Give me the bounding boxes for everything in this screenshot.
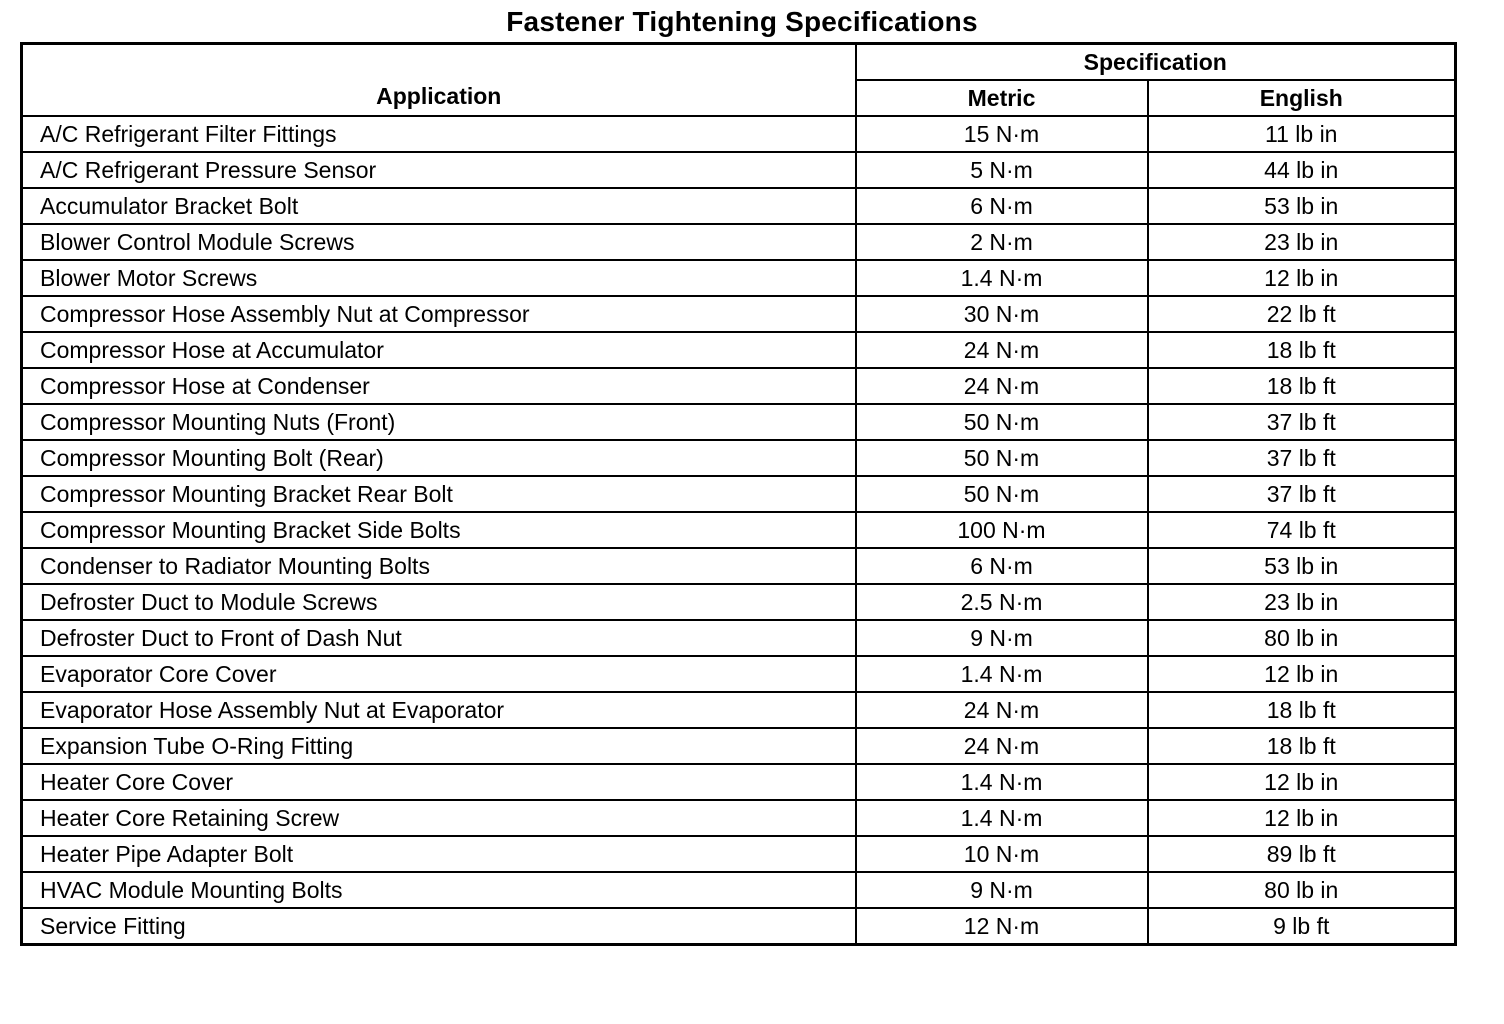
english-cell: 22 lb ft	[1148, 296, 1456, 332]
application-cell: Defroster Duct to Module Screws	[22, 584, 856, 620]
application-cell: Compressor Mounting Bracket Side Bolts	[22, 512, 856, 548]
application-cell: Blower Motor Screws	[22, 260, 856, 296]
application-cell: Compressor Mounting Bolt (Rear)	[22, 440, 856, 476]
metric-cell: 30 N·m	[856, 296, 1148, 332]
application-cell: Condenser to Radiator Mounting Bolts	[22, 548, 856, 584]
application-cell: Evaporator Hose Assembly Nut at Evaporator	[22, 692, 856, 728]
metric-cell: 15 N·m	[856, 116, 1148, 152]
application-cell: A/C Refrigerant Pressure Sensor	[22, 152, 856, 188]
metric-cell: 2.5 N·m	[856, 584, 1148, 620]
application-column-header: Application	[22, 44, 856, 117]
application-cell: Compressor Hose at Accumulator	[22, 332, 856, 368]
english-column-header: English	[1148, 80, 1456, 116]
specification-column-header: Specification	[856, 44, 1456, 81]
english-cell: 18 lb ft	[1148, 332, 1456, 368]
application-cell: Heater Pipe Adapter Bolt	[22, 836, 856, 872]
table-row	[22, 332, 1456, 368]
application-cell: Compressor Mounting Nuts (Front)	[22, 404, 856, 440]
table-row	[22, 404, 1456, 440]
table-row	[22, 512, 1456, 548]
table-row	[22, 440, 1456, 476]
english-cell: 18 lb ft	[1148, 692, 1456, 728]
table-row	[22, 260, 1456, 296]
table-row	[22, 656, 1456, 692]
fastener-spec-table	[20, 42, 1457, 946]
table-row	[22, 728, 1456, 764]
metric-cell: 1.4 N·m	[856, 800, 1148, 836]
metric-cell: 50 N·m	[856, 440, 1148, 476]
english-cell: 37 lb ft	[1148, 476, 1456, 512]
table-row	[22, 800, 1456, 836]
application-cell: Blower Control Module Screws	[22, 224, 856, 260]
english-cell: 53 lb in	[1148, 548, 1456, 584]
english-cell: 37 lb ft	[1148, 440, 1456, 476]
application-cell: Compressor Hose Assembly Nut at Compressor	[22, 296, 856, 332]
application-cell: A/C Refrigerant Filter Fittings	[22, 116, 856, 152]
table-row	[22, 116, 1456, 152]
table-row	[22, 476, 1456, 512]
english-cell: 53 lb in	[1148, 188, 1456, 224]
english-cell: 80 lb in	[1148, 620, 1456, 656]
metric-cell: 9 N·m	[856, 620, 1148, 656]
metric-cell: 2 N·m	[856, 224, 1148, 260]
application-cell: Compressor Mounting Bracket Rear Bolt	[22, 476, 856, 512]
metric-cell: 50 N·m	[856, 476, 1148, 512]
application-cell: Service Fitting	[22, 908, 856, 945]
table-row	[22, 224, 1456, 260]
metric-cell: 100 N·m	[856, 512, 1148, 548]
table-row	[22, 188, 1456, 224]
english-cell: 12 lb in	[1148, 656, 1456, 692]
table-row	[22, 764, 1456, 800]
english-cell: 12 lb in	[1148, 800, 1456, 836]
application-cell: Heater Core Cover	[22, 764, 856, 800]
application-cell: Defroster Duct to Front of Dash Nut	[22, 620, 856, 656]
english-cell: 80 lb in	[1148, 872, 1456, 908]
english-cell: 11 lb in	[1148, 116, 1456, 152]
table-row	[22, 692, 1456, 728]
table-row	[22, 548, 1456, 584]
table-row	[22, 908, 1456, 945]
english-cell: 44 lb in	[1148, 152, 1456, 188]
table-header	[22, 44, 1456, 117]
english-cell: 37 lb ft	[1148, 404, 1456, 440]
metric-cell: 24 N·m	[856, 728, 1148, 764]
english-cell: 12 lb in	[1148, 764, 1456, 800]
metric-cell: 24 N·m	[856, 368, 1148, 404]
table-row	[22, 584, 1456, 620]
application-cell: Heater Core Retaining Screw	[22, 800, 856, 836]
application-cell: Expansion Tube O-Ring Fitting	[22, 728, 856, 764]
english-cell: 74 lb ft	[1148, 512, 1456, 548]
table-row	[22, 152, 1456, 188]
metric-cell: 10 N·m	[856, 836, 1148, 872]
metric-cell: 1.4 N·m	[856, 656, 1148, 692]
english-cell: 23 lb in	[1148, 224, 1456, 260]
table-body	[22, 116, 1456, 945]
metric-cell: 50 N·m	[856, 404, 1148, 440]
application-cell: Accumulator Bracket Bolt	[22, 188, 856, 224]
application-cell: HVAC Module Mounting Bolts	[22, 872, 856, 908]
table-row	[22, 872, 1456, 908]
metric-cell: 12 N·m	[856, 908, 1148, 945]
table-row	[22, 836, 1456, 872]
table-row	[22, 296, 1456, 332]
metric-cell: 5 N·m	[856, 152, 1148, 188]
english-cell: 18 lb ft	[1148, 368, 1456, 404]
metric-cell: 24 N·m	[856, 692, 1148, 728]
header-row-top	[22, 44, 1456, 81]
metric-cell: 1.4 N·m	[856, 764, 1148, 800]
english-cell: 9 lb ft	[1148, 908, 1456, 945]
application-cell: Compressor Hose at Condenser	[22, 368, 856, 404]
metric-cell: 6 N·m	[856, 188, 1148, 224]
page-title: Fastener Tightening Specifications	[506, 6, 978, 37]
english-cell: 18 lb ft	[1148, 728, 1456, 764]
metric-cell: 6 N·m	[856, 548, 1148, 584]
english-cell: 12 lb in	[1148, 260, 1456, 296]
english-cell: 89 lb ft	[1148, 836, 1456, 872]
metric-cell: 9 N·m	[856, 872, 1148, 908]
english-cell: 23 lb in	[1148, 584, 1456, 620]
metric-cell: 1.4 N·m	[856, 260, 1148, 296]
table-row	[22, 368, 1456, 404]
metric-column-header: Metric	[856, 80, 1148, 116]
application-cell: Evaporator Core Cover	[22, 656, 856, 692]
table-row	[22, 620, 1456, 656]
metric-cell: 24 N·m	[856, 332, 1148, 368]
